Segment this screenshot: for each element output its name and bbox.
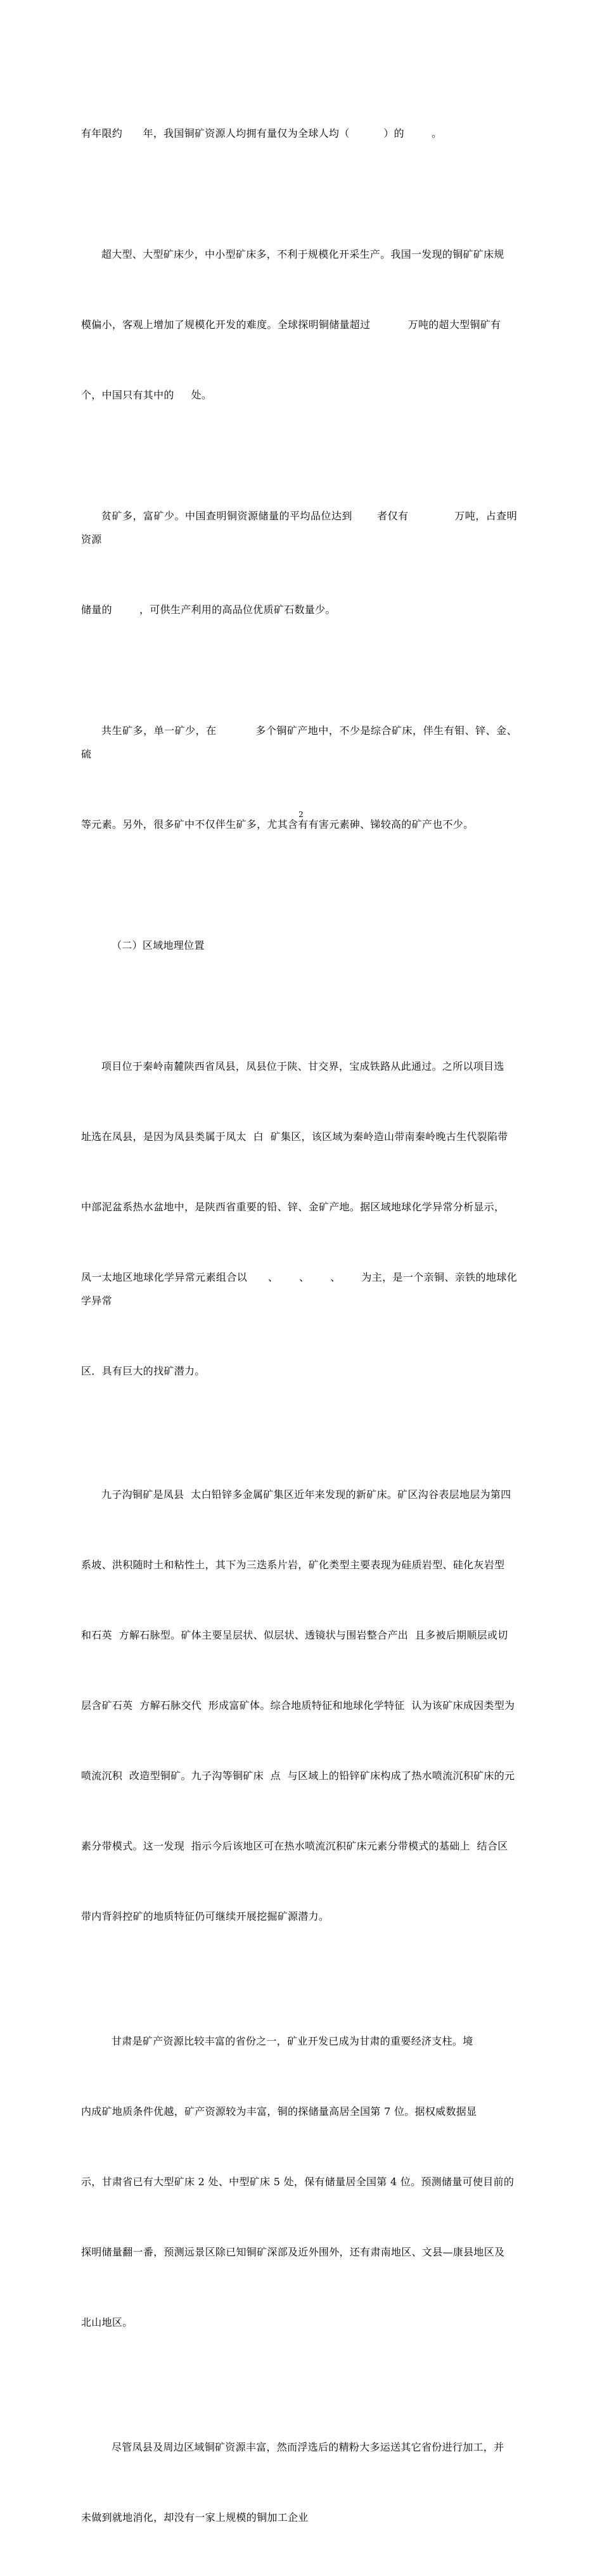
text-line: 甘肃是矿产资源比较丰富的省份之一，矿业开发已成为甘肃的重要经济支柱。境: [112, 2035, 473, 2047]
page-number: 2: [298, 810, 304, 819]
text-line: 有年限约 年，我国铜矿资源人均拥有量仅为全球人均（ ）的 。: [81, 127, 442, 139]
paragraph-jiuzigou-mine: [81, 1436, 517, 1975]
text-line: 尽管凤县及周边区域铜矿资源丰富，然而浮选后的精粉大多运送其它省份进行加工，并: [112, 2441, 504, 2453]
text-line: 共生矿多，单一矿少，在 多个铜矿产地中，不少是综合矿床，伴生有钼、锌、金、硫: [81, 725, 517, 760]
paragraph-processing-gap: [81, 2389, 517, 2576]
text-line: 等元素。另外，很多矿中不仅伴生矿多，尤其含有有害元素砷、锑较高的矿产也不少。: [81, 818, 474, 830]
text-line: 探明储量翻一番，预测远景区除已知铜矿深部及近外围外，还有肃南地区、文县—康县地区及: [81, 2246, 505, 2258]
text-line: 未做到就地消化，却没有一家上规模的铜加工企业: [81, 2511, 309, 2523]
paragraph-gansu-resources: [81, 1983, 517, 2381]
heading-text: （二）区域地理位置: [112, 939, 205, 951]
text-line: 超大型、大型矿床少，中小型矿床多，不利于规模化开采生产。我国一发现的铜矿矿床规: [101, 248, 504, 260]
document-body: [81, 75, 517, 2576]
text-line: 九子沟铜矿是凤县 太白铅锌多金属矿集区近年来发现的新矿床。矿区沟谷表层地层为第四: [101, 1488, 511, 1501]
text-line: 模偏小，客观上增加了规模化开发的难度。全球探明铜储量超过 万吨的超大型铜矿有: [81, 319, 501, 331]
paragraph-large-deposits: [81, 196, 517, 454]
paragraph-associated-ores: [81, 672, 517, 883]
text-line: 和石英 方解石脉型。矿体主要呈层状、似层状、透镜状与围岩整合产出 且多被后期顺层或切: [81, 1629, 508, 1641]
text-line: 区．具有巨大的找矿潜力。: [81, 1365, 205, 1377]
text-line: 层含矿石英 方解石脉交代 形成富矿体。综合地质特征和地球化学特征 认为该矿床成因类型为: [81, 1699, 515, 1711]
text-line: 内成矿地质条件优越，矿产资源较为丰富，铜的探储量高居全国第 7 位。据权威数据显: [81, 2105, 477, 2117]
paragraph-ore-grade: [81, 457, 517, 668]
paragraph-resource-per-capita: [81, 75, 517, 192]
text-line: 系坡、洪积随时土和粘性土，其下为三迭系片岩，矿化类型主要表现为硅质岩型、硅化灰岩型: [81, 1559, 505, 1571]
text-line: 贫矿多，富矿少。中国查明铜资源储量的平均品位达到 者仅有 万吨，占查明资源: [81, 510, 517, 545]
text-line: 址选在凤县，是因为凤县类属于凤太 白 矿集区，该区域为秦岭造山带南秦岭晚古生代裂陷带: [81, 1131, 508, 1143]
paragraph-project-location: [81, 1008, 517, 1430]
text-line: 示，甘肃省已有大型矿床 2 处、中型矿床 5 处，保有储量居全国第 4 位。预测储量可使目前的: [81, 2176, 515, 2188]
text-line: 储量的 ，可供生产利用的高品位优质矿石数量少。: [81, 604, 336, 616]
text-line: 喷流沉积 改造型铜矿。九子沟等铜矿床 点 与区域上的铅锌矿床构成了热水喷流沉积矿床的元: [81, 1770, 515, 1782]
text-line: 中部泥盆系热水盆地中，是陕西省重要的铅、锌、金矿产地。据区域地球化学异常分析显示，: [81, 1201, 505, 1213]
text-line: 凤一太地区地球化学异常元素组合以 、 、 、 为主，是一个亲铜、亲铁的地球化学异常: [81, 1271, 517, 1307]
section-heading-geography: [81, 887, 517, 1004]
text-line: 素分带模式。这一发现 指示今后该地区可在热水喷流沉积矿床元素分带模式的基础上 结合区: [81, 1840, 508, 1852]
text-line: 个，中国只有其中的 处。: [81, 389, 212, 401]
text-line: 项目位于秦岭南麓陕西省凤县，凤县位于陕、甘交界，宝成铁路从此通过。之所以项目选: [101, 1060, 504, 1072]
text-line: 带内背斜控矿的地质特征仍可继续开展挖掘矿源潜力。: [81, 1910, 330, 1922]
text-line: 北山地区。: [81, 2316, 133, 2328]
